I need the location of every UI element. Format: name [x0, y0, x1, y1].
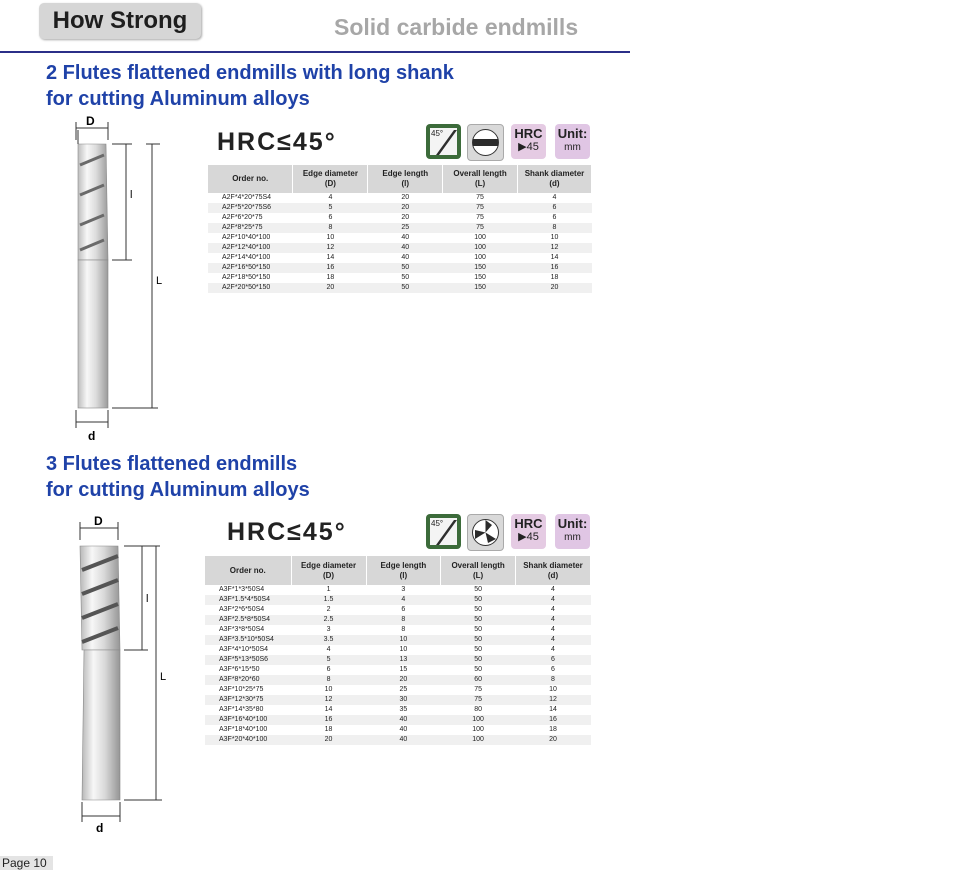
table-cell: 14 [549, 706, 557, 713]
table-cell: A3F*1*3*50S4 [219, 586, 265, 593]
table-cell: 4 [516, 595, 591, 605]
three-flute-icon [467, 514, 504, 551]
table-cell: 6 [326, 666, 331, 673]
table-cell: A2F*20*50*150 [208, 283, 293, 293]
table-cell: 50 [474, 666, 483, 673]
table-cell: 40 [401, 254, 410, 261]
table-row [205, 655, 591, 665]
table-cell: A3F*16*40*100 [205, 715, 291, 725]
helix-45-icon [426, 124, 461, 159]
table-cell: 50 [474, 586, 483, 593]
table-cell: A2F*8*25*75 [208, 223, 293, 233]
table-cell: 8 [293, 223, 368, 233]
table-cell: 150 [443, 283, 518, 293]
dim-D-label: D [86, 114, 95, 128]
table-cell: 50 [474, 606, 483, 613]
table-cell: 50 [401, 274, 410, 281]
table-cell: 150 [474, 274, 486, 281]
table-row [208, 243, 592, 253]
section-1-title [46, 60, 454, 112]
table-cell: 14 [326, 254, 335, 261]
table-cell: 8 [291, 675, 366, 685]
table-cell: 4 [328, 194, 333, 201]
table-cell: A2F*5*20*75S6 [208, 203, 293, 213]
table-row [208, 213, 592, 223]
table-cell: 2.5 [291, 615, 366, 625]
helix-45-icon [426, 514, 461, 549]
table-cell: 25 [399, 686, 408, 693]
table-cell: 6 [551, 666, 555, 673]
table-row [208, 253, 592, 263]
col-shank-diameter: Shank diameter (d) [516, 556, 591, 585]
table-cell: A2F*16*50*150 [208, 263, 293, 273]
table-cell: 10 [366, 635, 441, 645]
table-cell: 50 [368, 283, 443, 293]
col-overall-length: Overall length (L) [443, 165, 518, 193]
table-row [205, 715, 591, 725]
unit-badge-icon: Unit: mm [555, 514, 590, 549]
table-cell: 75 [476, 194, 484, 201]
table-cell: 75 [443, 203, 518, 213]
table-cell: 8 [517, 223, 591, 233]
table-cell: 18 [550, 274, 559, 281]
table-cell: 35 [399, 706, 408, 713]
table-cell: 14 [324, 706, 333, 713]
table-cell: 8 [401, 626, 406, 633]
spec-table-2-flute [208, 165, 592, 293]
table-cell: 50 [368, 263, 443, 273]
table-cell: 4 [366, 595, 441, 605]
table-cell: 4 [551, 626, 555, 633]
table-cell: 40 [366, 715, 441, 725]
table-row [205, 665, 591, 675]
col-order-no: Order no. [205, 556, 291, 585]
table-row [208, 223, 592, 233]
table-row [205, 595, 591, 605]
table-row [205, 615, 591, 625]
table-cell: A2F*6*20*75 [222, 214, 263, 221]
table-row [205, 635, 591, 645]
table-cell: 80 [474, 706, 483, 713]
table-cell: 100 [472, 726, 484, 733]
table-cell: 16 [293, 263, 368, 273]
svg-text:45°: 45° [431, 519, 444, 528]
table-cell: 20 [368, 203, 443, 213]
table-cell: 4 [516, 615, 591, 625]
col-shank-diameter: Shank diameter (d) [517, 165, 591, 193]
dim-d-label: d [88, 429, 96, 443]
page-number: Page 10 [0, 856, 53, 870]
table-cell: 2 [326, 606, 331, 613]
table-cell: A2F*14*40*100 [222, 254, 271, 261]
table-cell: 20 [401, 214, 410, 221]
table-cell: 75 [474, 686, 483, 693]
section-1-title-line1: 2 Flutes flattened endmills with long shank [46, 62, 454, 84]
table-row [205, 725, 591, 735]
endmill-2-flute-diagram [60, 110, 180, 445]
table-cell: 3 [401, 586, 406, 593]
table-cell: 4 [552, 194, 557, 201]
col-edge-diameter: Edge diameter (D) [293, 165, 368, 193]
table-cell: A3F*12*30*75 [205, 695, 291, 705]
table-row [208, 263, 592, 273]
table-cell: 4 [551, 586, 555, 593]
table-row [205, 625, 591, 635]
table-cell: 20 [293, 283, 368, 293]
endmill-3-flute-diagram [60, 510, 190, 845]
section-2-hardness: HRC≤45° [227, 518, 347, 546]
table-cell: A3F*4*10*50S4 [219, 646, 269, 653]
table-cell: 50 [441, 595, 516, 605]
table-cell: 15 [399, 666, 408, 673]
table-cell: 75 [443, 223, 518, 233]
table-cell: 40 [368, 243, 443, 253]
table-cell: A3F*20*40*100 [205, 735, 291, 745]
table-cell: 16 [516, 715, 591, 725]
table-cell: 10 [326, 234, 335, 241]
table-cell: 40 [401, 234, 410, 241]
table-cell: 10 [550, 234, 559, 241]
table-row [208, 233, 592, 243]
dim-L-label-2: L [160, 671, 167, 683]
table-cell: 100 [474, 254, 486, 261]
table-cell: A2F*4*20*75S4 [222, 194, 272, 201]
dim-D-label-2: D [94, 514, 103, 528]
section-2-title [46, 451, 310, 503]
dim-l-label: l [130, 189, 133, 201]
table-cell: 50 [441, 635, 516, 645]
table-cell: 50 [441, 655, 516, 665]
table-cell: 25 [368, 223, 443, 233]
table-cell: A3F*1.5*4*50S4 [205, 595, 291, 605]
table-cell: 40 [366, 735, 441, 745]
table-cell: 6 [552, 214, 557, 221]
unit-badge-icon: Unit: mm [555, 124, 590, 159]
table-cell: A3F*18*40*100 [219, 726, 268, 733]
table-cell: 1 [326, 586, 331, 593]
section-2-title-line2: for cutting Aluminum alloys [46, 479, 310, 501]
table-cell: A3F*6*15*50 [219, 666, 260, 673]
dim-d-label-2: d [96, 821, 104, 835]
two-flute-icon [467, 124, 504, 161]
table-cell: 100 [443, 243, 518, 253]
svg-text:45°: 45° [431, 129, 444, 138]
catalog-title: Solid carbide endmills [334, 14, 579, 40]
table-row [205, 695, 591, 705]
table-cell: 12 [517, 243, 591, 253]
table-cell: 3 [326, 626, 331, 633]
section-1-hardness: HRC≤45° [217, 128, 337, 156]
table-cell: 100 [441, 735, 516, 745]
col-order-no: Order no. [208, 165, 293, 193]
table-cell: 50 [474, 646, 483, 653]
table-cell: A3F*3.5*10*50S4 [205, 635, 291, 645]
table-cell: 12 [291, 695, 366, 705]
table-cell: 100 [474, 234, 486, 241]
table-cell: 10 [549, 686, 557, 693]
col-overall-length: Overall length (L) [441, 556, 516, 585]
table-cell: 18 [326, 274, 335, 281]
table-cell: 10 [399, 646, 408, 653]
spec-table-3-flute [205, 556, 591, 745]
table-cell: 30 [366, 695, 441, 705]
table-cell: A2F*12*40*100 [208, 243, 293, 253]
table-cell: A3F*10*25*75 [219, 686, 264, 693]
table-cell: 13 [366, 655, 441, 665]
table-cell: 5 [291, 655, 366, 665]
table-cell: 12 [293, 243, 368, 253]
table-cell: 12 [516, 695, 591, 705]
hrc-badge-icon: HRC ▶45 [511, 124, 546, 159]
table-cell: 20 [366, 675, 441, 685]
table-cell: 5 [293, 203, 368, 213]
table-cell: 4 [551, 646, 555, 653]
header-rule [0, 51, 630, 53]
table-cell: 75 [441, 695, 516, 705]
dim-L-label: L [156, 275, 163, 287]
table-row [205, 735, 591, 745]
table-row [208, 283, 592, 293]
table-cell: 20 [291, 735, 366, 745]
section-2-title-line1: 3 Flutes flattened endmills [46, 453, 298, 475]
table-row [205, 605, 591, 615]
table-cell: 6 [516, 655, 591, 665]
col-edge-length: Edge length (l) [366, 556, 441, 585]
table-cell: 75 [476, 214, 484, 221]
table-row [208, 203, 592, 213]
table-cell: 60 [441, 675, 516, 685]
table-cell: 4 [551, 606, 555, 613]
brand-badge: How Strong [39, 3, 201, 39]
table-row [205, 585, 591, 595]
table-cell: A2F*10*40*100 [222, 234, 271, 241]
table-cell: 3.5 [291, 635, 366, 645]
table-cell: 8 [366, 615, 441, 625]
table-cell: 40 [399, 726, 408, 733]
col-edge-diameter: Edge diameter (D) [291, 556, 366, 585]
table-cell: 6 [328, 214, 333, 221]
col-edge-length: Edge length (l) [368, 165, 443, 193]
table-cell: 4 [326, 646, 331, 653]
hrc-badge-icon: HRC ▶45 [511, 514, 546, 549]
table-cell: 10 [324, 686, 333, 693]
table-row [205, 685, 591, 695]
table-row [205, 675, 591, 685]
table-cell: 16 [517, 263, 591, 273]
table-cell: A3F*14*35*80 [219, 706, 264, 713]
table-cell: A2F*18*50*150 [222, 274, 271, 281]
table-cell: A3F*5*13*50S6 [205, 655, 291, 665]
table-row [208, 273, 592, 283]
table-cell: 8 [516, 675, 591, 685]
table-cell: 150 [443, 263, 518, 273]
dim-l-label-2: l [146, 593, 149, 605]
table-cell: 6 [517, 203, 591, 213]
table-cell: 20 [517, 283, 591, 293]
table-cell: A3F*2*6*50S4 [219, 606, 265, 613]
table-cell: A3F*3*8*50S4 [219, 626, 265, 633]
table-row [205, 645, 591, 655]
table-cell: 20 [516, 735, 591, 745]
table-cell: 50 [441, 615, 516, 625]
table-cell: 50 [474, 626, 483, 633]
table-cell: 4 [516, 635, 591, 645]
section-1-title-line2: for cutting Aluminum alloys [46, 88, 310, 110]
table-row [208, 193, 592, 203]
table-cell: 16 [291, 715, 366, 725]
table-cell: A3F*8*20*60 [205, 675, 291, 685]
table-cell: A3F*2.5*8*50S4 [205, 615, 291, 625]
table-cell: 14 [550, 254, 559, 261]
table-cell: 18 [549, 726, 557, 733]
table-cell: 1.5 [291, 595, 366, 605]
table-cell: 100 [441, 715, 516, 725]
table-cell: 6 [401, 606, 406, 613]
table-cell: 20 [401, 194, 410, 201]
table-cell: 18 [324, 726, 333, 733]
table-row [205, 705, 591, 715]
